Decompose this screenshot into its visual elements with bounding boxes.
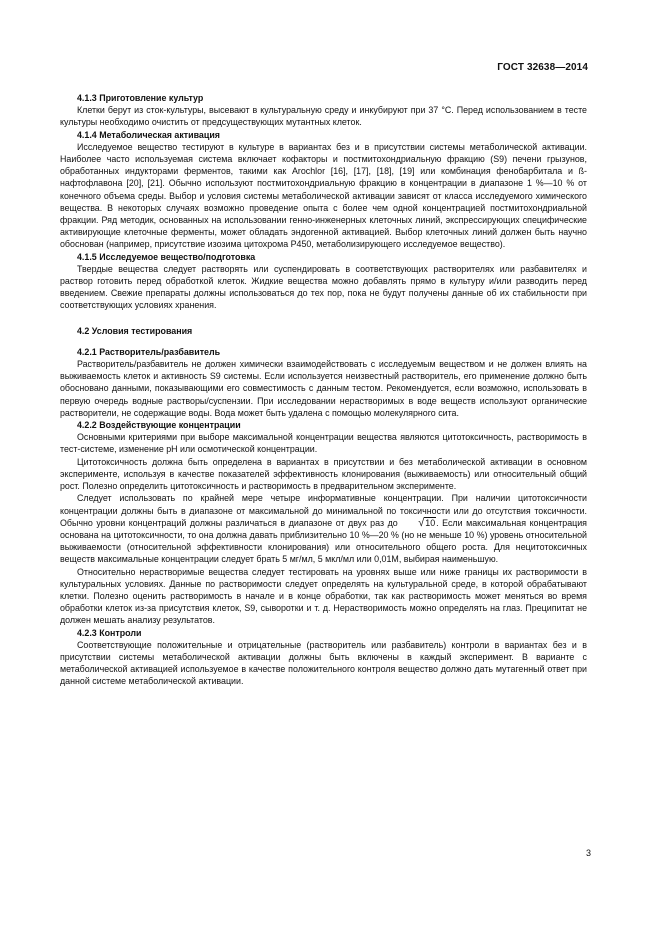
heading-4-1-5: 4.1.5 Исследуемое вещество/подготовка	[77, 251, 256, 262]
sqrt-text-before: Следует использовать по крайней мере четыре информативные концентрации. При наличии цитотоксичности концентрации должны быть в диапазоне от максимальной до минимальной по токсичности или до отсутствия токсичности. Обычно уровни концентраций должны различаться в диапазоне от двух раз до	[60, 493, 587, 528]
sqrt-radicand: 10	[425, 517, 436, 528]
heading-4-2-3: 4.2.3 Контроли	[77, 627, 142, 638]
paragraph: Цитотоксичность должна быть определена в вариантах в присутствии и без метаболической активации в основном эксперименте, используя в качестве показателей эффективность клонирования (выживаемость) или относительный общий рост. Полезно определить цитотоксичность и растворимость в предварительном эксперименте.	[60, 456, 587, 492]
paragraph: Основными критериями при выборе максимальной концентрации вещества являются цитотоксичность, растворимость в тест-системе, изменение рН или осмотической концентрации.	[60, 432, 587, 455]
document-body	[60, 92, 587, 688]
paragraph: Растворитель/разбавитель не должен химически взаимодействовать с исследуемым веществом и не должен влиять на выживаемость клеток и активность S9 системы. Если используется неизвестный растворитель, его применение должно быть обосновано данными, показывающими его совместимость с данным тестом. Рекомендуется, если возможно, использовать в первую очередь водные растворы/суспензии. При исследовании нерастворимых в воде веществ используют органические растворители, не содержащие воды. Вода может быть удалена с помощью молекулярного сита.	[60, 359, 587, 418]
heading-4-1-3: 4.1.3 Приготовление культур	[77, 93, 204, 103]
heading-4-2: 4.2 Условия тестирования	[77, 325, 193, 336]
paragraph-with-sqrt	[60, 492, 587, 565]
sqrt-text-after: . Если максимальная концентрация основана на цитотоксичности, то она должна давать приблизительно 10 %—20 % (но не меньше 10 %) уровень относительной выживаемости (относительной эффективности клонирования) или относительного общего роста. Для нецитотоксичных веществ максимальные концентрации следует брать 5 мг/мл, 5 мкл/мл или 0,01М, выбирая наименьшую.	[60, 517, 587, 565]
paragraph: Относительно нерастворимые вещества следует тестировать на уровнях выше или ниже границы их растворимости в культуральных условиях. Данные по растворимости следует определять на культуральной среде, в которой обрабатывают клетки. Полезно оценить растворимость в начале и в конце обработки, так как растворимость может меняться во время обработки клеток из-за присутствия клеток, S9, сыворотки и т. д. Нерастворимость можно определять на глаз. Преципитат не должен мешать анализу результатов.	[60, 566, 587, 626]
paragraph: Клетки берут из сток-культуры, высевают в культуральную среду и инкубируют при 37 °С. Перед использованием в тесте культуры необходимо очистить от предсуществующих мутантных клеток.	[60, 105, 587, 128]
paragraph: Соответствующие положительные и отрицательные (растворитель или разбавитель) контроли в вариантах без и в присутствии системы метаболической активации должны быть включены в каждый эксперимент. В варианте с метаболической активацией используемое в качестве положительного контроля вещество должно дать мутагенный ответ при данной системе метаболической активации.	[60, 639, 587, 687]
sqrt-sign-icon: √	[418, 516, 425, 529]
sqrt-10-formula	[401, 517, 436, 529]
heading-4-2-2: 4.2.2 Воздействующие концентрации	[77, 420, 241, 431]
page-number: 3	[585, 848, 591, 858]
standard-number: ГОСТ 32638—2014	[497, 62, 588, 73]
paragraph: Твердые вещества следует растворять или суспендировать в соответствующих растворителях или разбавителях и раствор готовить перед обработкой клеток. Жидкие вещества можно добавлять прямо в культуру и/или разводить перед введением. Свежие препараты должны использоваться до тех пор, пока не будут получены данные об их стабильности при соответствующих условиях хранения.	[60, 263, 587, 311]
paragraph: Исследуемое вещество тестируют в культуре в вариантах без и в присутствии системы метаболической активации. Наиболее часто используемая система включает кофакторы и постмитохондриальную фракцию (S9) печени грызунов, обработанных индукторами ферментов, такими как Arochlor [16], [17], [18], [19] или комбинация фенобарбитала и ß-нафтофлавона [20], [21]. Обычно используют постмитохондриальную фракцию в концентрации в диапазоне 1 %—10 % от конечного объема среды. Выбор и условия системы метаболической активации зависят от класса исследуемого химического вещества. В некоторых случаях возможно проведение опыта с более чем одной концентрацией постмитохондриальной фракции. Ряд методик, основанных на использовании генно-инженерных клеточных линий, экспрессирующих специфические активирующие клеточные ферменты, может обладать эндогенной активацией. Выбор клеточных линий должен быть научно обоснован (например, присутствие изозима цитохрома Р450, метаболизирующего исследуемое вещество).	[60, 141, 587, 250]
heading-4-2-1: 4.2.1 Растворитель/разбавитель	[77, 346, 221, 357]
heading-4-1-4: 4.1.4 Метаболическая активация	[77, 129, 220, 140]
